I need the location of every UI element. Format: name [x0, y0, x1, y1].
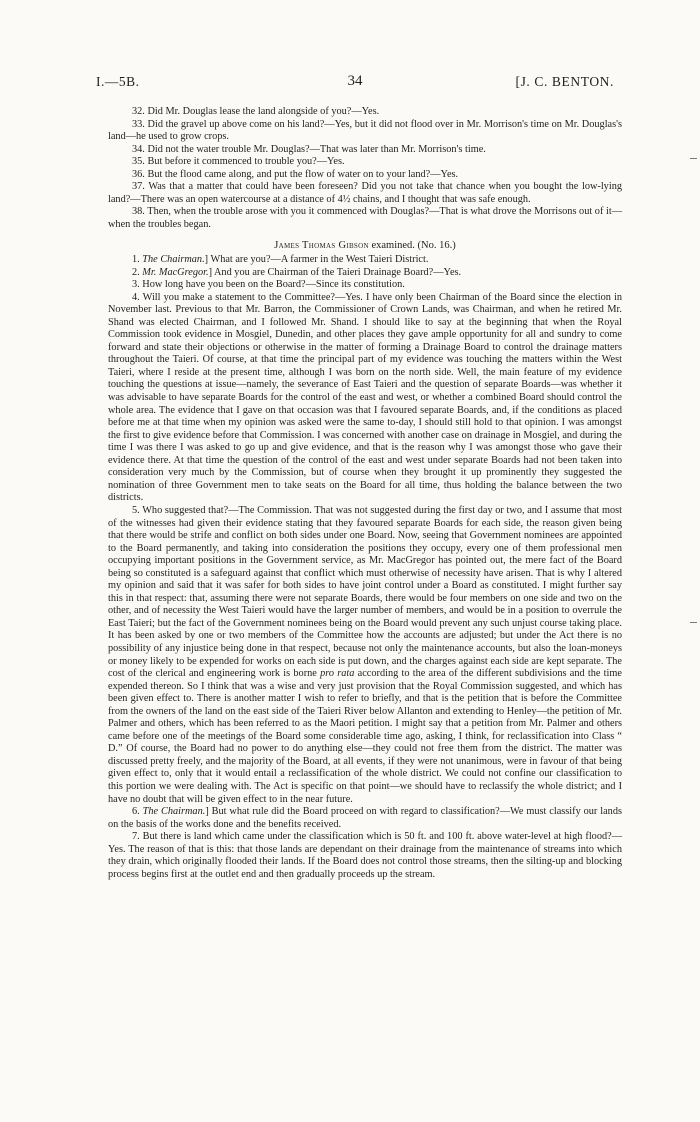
witness-question-7: 7. But there is land which came under the classification which is 50 ft. and 100 ft. above water-level at high flood?—Yes. The reason of that is this: that those lands are dependant on their drainage from the maintenance of streams into which they drain, which originally flooded their lands. If the Board does not control those streams, then the silting-up and blocking process begins first at the outlet end and then gradually proceeds up the stream. [108, 831, 622, 880]
question-number: 2. [132, 266, 143, 278]
question-text: ] But what rule did the Board proceed on with regard to classification?—We must classify our lands on the basis of the works done and the benefits received. [108, 806, 622, 830]
question-33: 33. Did the gravel up above come on his land?—Yes, but it did not flood over in Mr. Morrison's time on Mr. Douglas's land—he used to grow crops. [108, 118, 622, 143]
question-38: 38. Then, when the trouble arose with you it commenced with Douglas?—That is what drove the Morrisons out of it—when the troubles began. [108, 206, 622, 230]
witness-question-4: 4. Will you make a statement to the Committee?—Yes. I have only been Chairman of the Board since the election in November last. Previous to that Mr. Barron, the Commissioner of Crown Lands, was Chairman, and when he retired Mr. Shand was elected Chairman, and I followed Mr. Shand. I should like to say at the beginning that when the Royal Commission took evidence in Mosgiel, Dunedin, and other places they gave ample opportunity for all and sundry to come forward and state their objections or otherwise in the matter of forming a Drainage Board to control the drainage matters throughout the Taieri. Of course, at that time the principal part of my evidence was touching the matters within the West Taieri, where I reside at the present time, although I was born on the north side. Well, the main feature of my evidence touching the questions at issue—namely, the severance of East Taieri and the question of separate Boards—was whether it was advisable to have separate Boards for the control of the east and west, or whether a combined Board should control the whole area. The evidence that I gave on that occasion was that I favoured separate Boards, and, if the conditions as placed before me at that time when my opinion was asked were the same to-day, I should still hold to that opinion. I was amongst the first to give evidence before that Commission. I was concerned with another case on drainage in Mosgiel, and during the time I was there I was asked to go up and give evidence, and that is the reason why I was amongst those who gave their evidence there. At that time the question of the control of the east and west under separate Boards had not been taken into consideration very much by the Commission, but of course when they brought it up prominently they suggested the nomination of three Government men to take seats on the Board for all time, thus holding the balance between the two districts. [108, 291, 622, 504]
question-number: 1. [132, 254, 143, 266]
question-34: 34. Did not the water trouble Mr. Douglas?—That was later than Mr. Morrison's time. [132, 143, 486, 155]
report-reference: I.—5B. [96, 74, 140, 89]
speaker-name: The Chairman. [142, 254, 205, 266]
question-text: ] What are you?—A farmer in the West Taieri District. [204, 254, 429, 266]
answer-text-part-1: 5. Who suggested that?—The Commission. That was not suggested during the first day or two, and I assume that most of the witnesses had given their evidence stating that they favoured separate Boards for each side, the reason given being that there would be strife and conflict on both sides under one Board. Now, seeing that Government nominees are appointed to the Board permanently, and taking into consideration the positions they occupy, every one of them professional men occupying important positions in the Government service, as Mr. MacGregor has pointed out, the mere fact of the Board being so constituted is a safeguard against that conflict which must otherwise of necessity have arisen. That is why I altered my opinion and said that it was safer for both sides to have joint control under a Board as constituted. I might further say this in that respect: that, assuming there were not separate Boards, there would be four members on one side and two on the other, and of necessity the West Taieri would have the larger number of members, and would be in a position to overrule the East Taieri; but the fact of the Government nominees being on the Board would prevent any such unjust course taking place. It has been asked by one or two members of the Committee how the accounts are adjusted; but under the Act there is no possibility of any injustice being done in that respect, because not only the maintenance accounts, but also the loan-moneys or money likely to be expended for works on each side is put down, and the charges against each side are kept separate. The cost of the clerical and engineering work is borne [108, 504, 622, 680]
speaker-name: The Chairman. [142, 806, 206, 818]
witness-question-1 [108, 254, 622, 267]
witness-question-3: 3. How long have you been on the Board?—Since its constitution. [132, 279, 405, 291]
witness-name: James Thomas Gibson [274, 240, 369, 252]
witness-question-2 [108, 267, 622, 280]
question-37: 37. Was that a matter that could have been foreseen? Did you not take that chance when you bought the low-lying land?—There was an open watercourse at a distance of 4½ chains, and I thought that was safe enough. [108, 181, 622, 205]
witness-heading [108, 240, 622, 253]
question-number: 6. [132, 806, 143, 818]
italic-phrase: pro rata [320, 668, 355, 680]
witness-question-5 [108, 505, 622, 806]
margin-mark [690, 158, 697, 159]
question-text: ] And you are Chairman of the Taieri Drainage Board?—Yes. [208, 266, 462, 278]
speaker-name: Mr. MacGregor. [142, 266, 209, 278]
document-body [108, 106, 622, 881]
question-36: 36. But the flood came along, and put the flow of water on to your land?—Yes. [132, 168, 459, 180]
witness-question-6 [108, 806, 622, 831]
page-number: 34 [347, 73, 363, 89]
margin-mark [690, 622, 697, 623]
question-32: 32. Did Mr. Douglas lease the land alongside of you?—Yes. [132, 106, 380, 117]
question-35: 35. But before it commenced to trouble you?—Yes. [132, 156, 345, 168]
answer-text-part-2: according to the area of the different subdivisions and the time expended thereon. So I think that was a wise and very just provision that the Royal Commission suggested, and which has been given effect to. There is another matter I wish to refer to briefly, and that is the petition that is before the Committee from the owners of the land on the east side of the Taieri River below Allanton and extending to Henley—the petition of Mr. Palmer and others, which has been referred to as the Maori petition. I might say that a petition from Mr. Palmer and others came before one of the meetings of the Board some considerable time ago, asking, I think, for reclassification into Class “ D.” Of course, the Board had no power to do anything else—they could not free them from the district. The matter was discussed pretty freely, and the majority of the Board, at all events, if they were not unanimous, were in favour of that being given effect to, only that it would entail a reclassification of the whole district. We could not confine our classification to this portion we were dealing with. The Act is specific on that point—we should have to reclassify the whole district; and I have no doubt that will be given effect to in the near future. [108, 668, 622, 805]
witness-heading-suffix: examined. (No. 16.) [368, 240, 456, 252]
witness-header: [J. C. BENTON. [515, 74, 614, 89]
page-header [96, 74, 614, 94]
